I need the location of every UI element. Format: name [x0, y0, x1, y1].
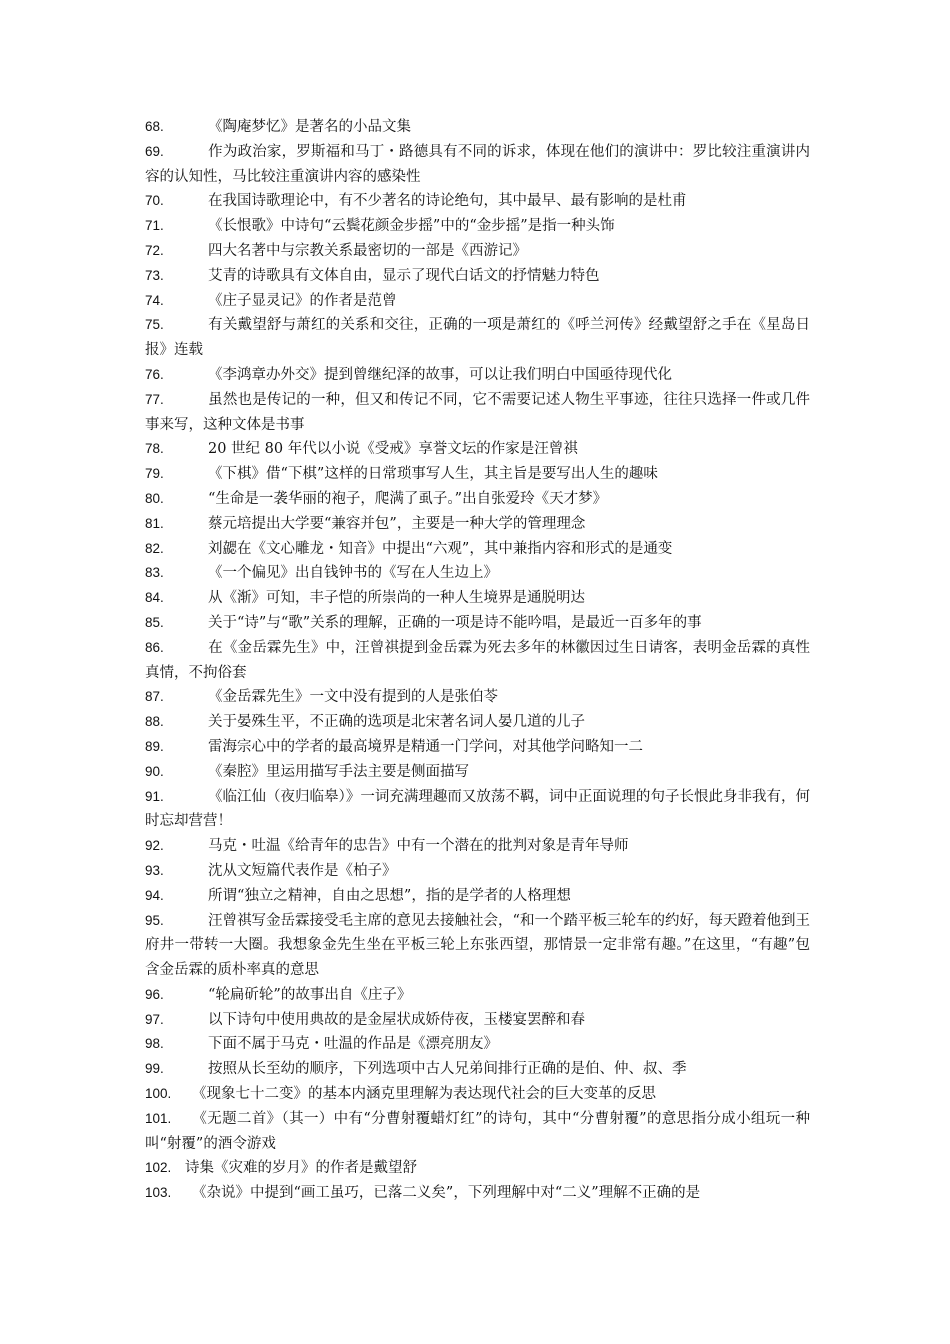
item-number: 103.	[145, 1185, 172, 1201]
item-text: 《长恨歌》中诗句“云鬓花颜金步摇”中的“金步摇”是指一种头饰	[208, 218, 615, 235]
item-number: 68.	[145, 119, 164, 134]
list-item	[145, 1156, 810, 1181]
list-item	[145, 785, 810, 835]
item-text: 《杂说》中提到“画工虽巧，已落二义矣”，下列理解中对“二义”理解不正确的是	[192, 1185, 701, 1202]
item-text: 《下棋》借“下棋”这样的日常琐事写人生，其主旨是要写出人生的趣味	[208, 466, 658, 483]
list-item	[145, 561, 810, 586]
item-text: 下面不属于马克・吐温的作品是《漂亮朋友》	[208, 1036, 498, 1053]
list-item	[145, 611, 810, 636]
list-item	[145, 983, 810, 1008]
list-item	[145, 264, 810, 289]
item-number: 91.	[145, 788, 164, 804]
item-text: 关于晏殊生平，不正确的选项是北宋著名词人晏几道的儿子	[208, 714, 585, 731]
item-number: 101.	[145, 1110, 172, 1126]
list-item	[145, 636, 810, 686]
item-number: 93.	[145, 862, 164, 878]
item-text: 《一个偏见》出自钱钟书的《写在人生边上》	[208, 565, 498, 582]
item-number: 70.	[145, 193, 164, 209]
list-item	[145, 1181, 810, 1206]
item-text: 蔡元培提出大学要“兼容并包”，主要是一种大学的管理理念	[208, 515, 586, 532]
item-number: 99.	[145, 1061, 164, 1077]
list-item	[145, 1008, 810, 1033]
item-text: 虽然也是传记的一种，但又和传记不同，它不需要记述人物生平事迹，往往只选择一件或几件事来写，这种文体是书事	[145, 391, 810, 433]
item-text: 以下诗句中使用典故的是金屋状成娇侍夜，玉楼宴罢醉和春	[208, 1011, 585, 1028]
list-item	[145, 1057, 810, 1082]
list-item	[145, 884, 810, 909]
item-number: 97.	[145, 1011, 164, 1027]
item-text: 《庄子显灵记》的作者是范曾	[208, 292, 397, 309]
item-text: 艾青的诗歌具有文体自由，显示了现代白话文的抒情魅力特色	[208, 267, 600, 284]
item-number: 90.	[145, 763, 164, 779]
item-number: 79.	[145, 466, 164, 482]
item-number: 73.	[145, 267, 164, 283]
item-number: 81.	[145, 515, 164, 531]
item-text: 沈从文短篇代表作是《柏子》	[208, 862, 397, 879]
item-number: 72.	[145, 242, 164, 258]
item-number: 86.	[145, 639, 164, 655]
item-number: 71.	[145, 218, 164, 234]
list-item	[145, 437, 810, 462]
question-list	[145, 115, 810, 1206]
item-number: 69.	[145, 143, 164, 159]
item-text: 作为政治家，罗斯福和马丁・路德具有不同的诉求，体现在他们的演讲中：罗比较注重演讲内容的认知性，马比较注重演讲内容的感染性	[145, 143, 810, 185]
item-text: 《李鸿章办外交》提到曾继纪泽的故事，可以让我们明白中国亟待现代化	[208, 366, 672, 383]
item-number: 84.	[145, 590, 164, 606]
list-item	[145, 710, 810, 735]
item-text: 刘勰在《文心雕龙・知音》中提出“六观”，其中兼指内容和形式的是通变	[208, 540, 673, 557]
list-item	[145, 388, 810, 438]
item-number: 85.	[145, 614, 164, 630]
list-item	[145, 289, 810, 314]
item-text: 《陶庵梦忆》是著名的小品文集	[208, 119, 411, 135]
list-item	[145, 313, 810, 363]
item-number: 88.	[145, 714, 164, 730]
item-text: 《临江仙（夜归临皋）》一词充满理趣而又放荡不羁，词中正面说理的句子长恨此身非我有，何时忘却营营！	[145, 788, 810, 830]
list-item	[145, 487, 810, 512]
list-item	[145, 189, 810, 214]
item-number: 74.	[145, 292, 164, 308]
item-number: 95.	[145, 912, 164, 928]
list-item	[145, 760, 810, 785]
list-item	[145, 685, 810, 710]
item-number: 83.	[145, 565, 164, 581]
list-item	[145, 462, 810, 487]
item-text: 诗集《灾难的岁月》的作者是戴望舒	[185, 1160, 417, 1177]
list-item	[145, 1032, 810, 1057]
item-text: 《现象七十二变》的基本内涵克里理解为表达现代社会的巨大变革的反思	[192, 1086, 656, 1103]
item-text: 汪曾祺写金岳霖接受毛主席的意见去接触社会，“和一个踏平板三轮车的约好，每天蹬着他到王府井一带转一大圈。我想象金先生坐在平板三轮上东张西望，那情景一定非常有趣。”在这里，“有趣”包含金岳霖的质朴率真的意思	[145, 912, 810, 979]
item-text: 《秦腔》里运用描写手法主要是侧面描写	[208, 763, 469, 780]
list-item	[145, 512, 810, 537]
list-item	[145, 115, 810, 140]
item-number: 78.	[145, 441, 164, 457]
item-text: 20 世纪 80 年代以小说《受戒》享誉文坛的作家是汪曾祺	[208, 441, 578, 458]
item-number: 102.	[145, 1160, 172, 1176]
item-number: 82.	[145, 540, 164, 556]
list-item	[145, 1107, 810, 1157]
item-text: “生命是一袭华丽的袍子，爬满了虱子。”出自张爱玲《天才梦》	[208, 490, 608, 507]
item-text: 马克・吐温《给青年的忠告》中有一个潜在的批判对象是青年导师	[208, 838, 629, 855]
item-number: 76.	[145, 366, 164, 382]
item-number: 100.	[145, 1086, 172, 1102]
list-item	[145, 537, 810, 562]
list-item	[145, 909, 810, 983]
list-item	[145, 1082, 810, 1107]
item-text: 按照从长至幼的顺序，下列选项中古人兄弟间排行正确的是伯、仲、叔、季	[208, 1061, 687, 1078]
item-text: 四大名著中与宗教关系最密切的一部是《西游记》	[208, 242, 527, 259]
item-number: 75.	[145, 317, 164, 333]
item-number: 94.	[145, 887, 164, 903]
item-text: 所谓“独立之精神，自由之思想”，指的是学者的人格理想	[208, 887, 571, 904]
list-item	[145, 363, 810, 388]
item-number: 92.	[145, 838, 164, 854]
item-number: 96.	[145, 986, 164, 1002]
list-item	[145, 586, 810, 611]
list-item	[145, 834, 810, 859]
item-text: 雷海宗心中的学者的最高境界是精通一门学问，对其他学问略知一二	[208, 738, 643, 755]
item-number: 98.	[145, 1036, 164, 1052]
list-item	[145, 140, 810, 190]
list-item	[145, 239, 810, 264]
item-text: 《金岳霖先生》一文中没有提到的人是张伯苓	[208, 689, 498, 706]
item-number: 77.	[145, 391, 164, 407]
item-text: “轮扁斫轮”的故事出自《庄子》	[208, 986, 412, 1003]
item-text: 关于“诗”与“歌”关系的理解，正确的一项是诗不能吟唱，是最近一百多年的事	[208, 614, 702, 631]
list-item	[145, 214, 810, 239]
list-item	[145, 735, 810, 760]
item-text: 有关戴望舒与萧红的关系和交往，正确的一项是萧红的《呼兰河传》经戴望舒之手在《星岛日报》连载	[145, 317, 810, 359]
item-number: 80.	[145, 490, 164, 506]
item-number: 89.	[145, 738, 164, 754]
item-text: 在《金岳霖先生》中，汪曾祺提到金岳霖为死去多年的林徽因过生日请客，表明金岳霖的真性真情，不拘俗套	[145, 639, 810, 681]
item-text: 在我国诗歌理论中，有不少著名的诗论绝句，其中最早、最有影响的是杜甫	[208, 193, 687, 210]
item-text: 从《渐》可知，丰子恺的所崇尚的一种人生境界是通脱明达	[208, 590, 585, 607]
item-text: 《无题二首》（其一）中有“分曹射覆蜡灯红”的诗句，其中“分曹射覆”的意思指分成小组玩一种叫“射覆”的酒令游戏	[145, 1110, 810, 1152]
item-number: 87.	[145, 689, 164, 705]
list-item	[145, 859, 810, 884]
